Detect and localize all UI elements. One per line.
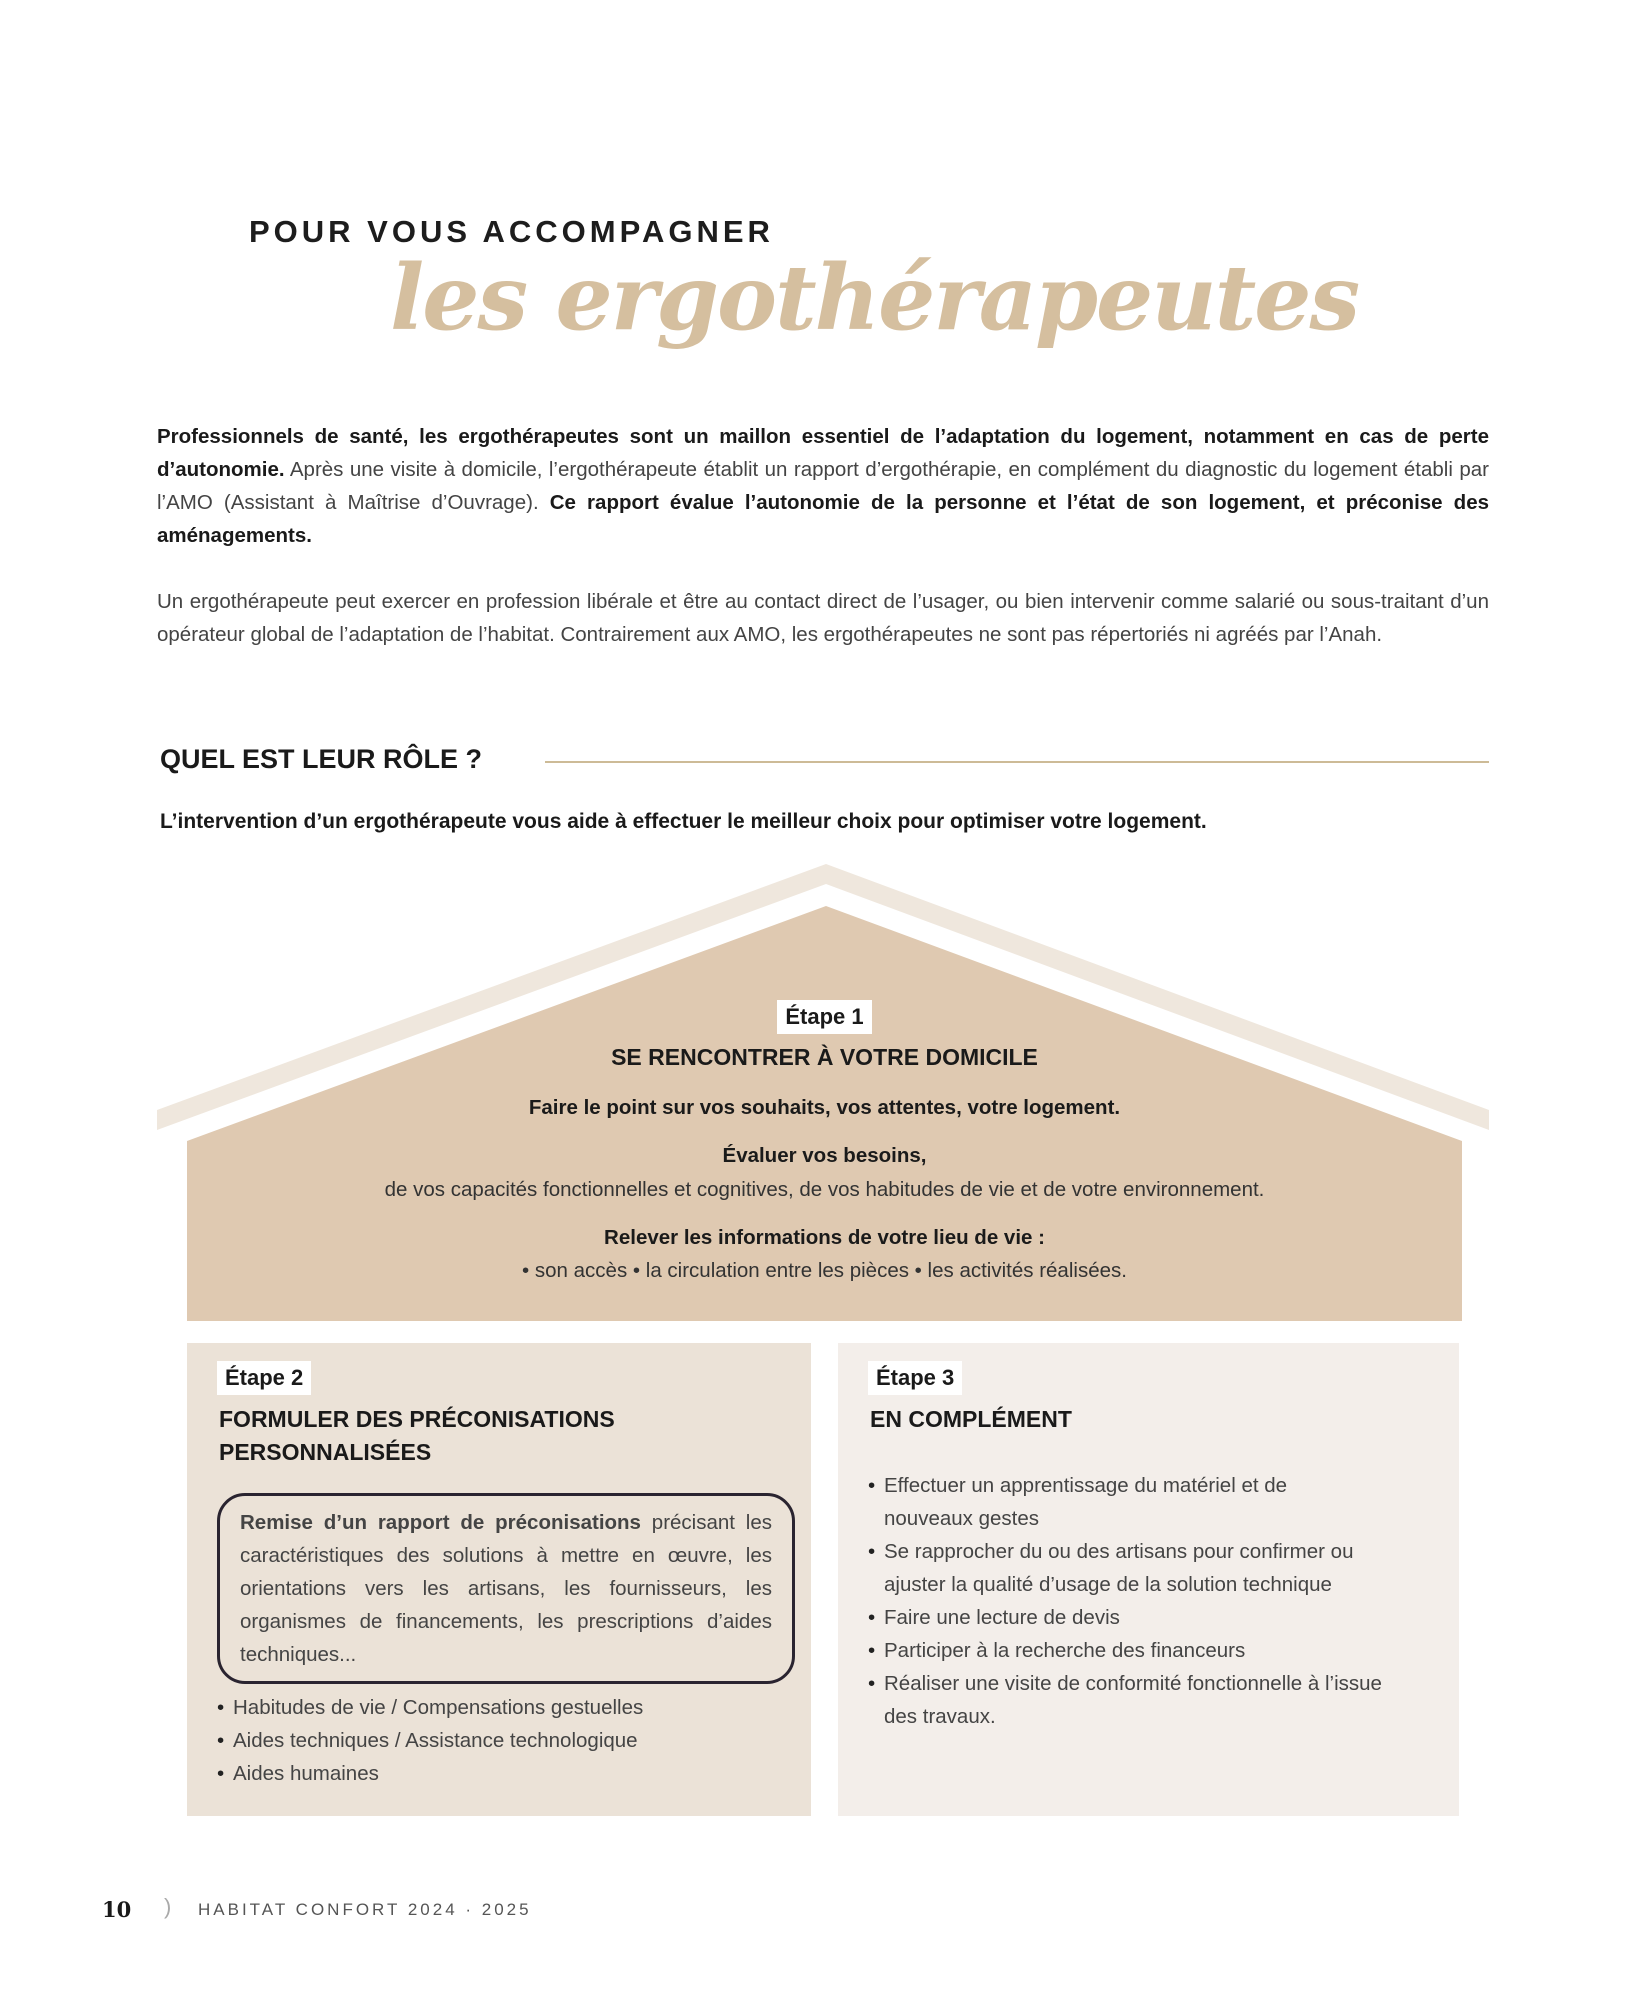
step2-title: FORMULER DES PRÉCONISATIONS PERSONNALISÉES xyxy=(219,1406,615,1465)
footer-separator: ) xyxy=(164,1894,172,1919)
report-text: précisant les caractéristiques des solutions à mettre en œuvre, les orientations vers les artisans, les fournisseurs, les organismes de financements, les prescriptions d’aides techniques... xyxy=(240,1511,772,1666)
step1-line2-text: de vos capacités fonctionnelles et cognitives, de vos habitudes de vie et de votre environnement. xyxy=(384,1178,1265,1201)
step3-tag: Étape 3 xyxy=(868,1361,962,1395)
list-item: • Aides techniques / Assistance technologique xyxy=(217,1724,643,1757)
list-item: • Réaliser une visite de conformité fonctionnelle à l’issue des travaux. xyxy=(868,1667,1414,1733)
step1-line2-bold: Évaluer vos besoins, xyxy=(722,1144,927,1167)
intro-bold-2: Ce rapport évalue l’autonomie de la personne et l’état de son logement, et préconise des aménagements. xyxy=(157,491,1489,547)
role-heading: QUEL EST LEUR RÔLE ? xyxy=(160,744,483,774)
step1-line3-bold: Relever les informations de votre lieu de vie : xyxy=(604,1226,1045,1249)
report-bold: Remise d’un rapport de préconisations xyxy=(240,1511,641,1534)
list-item: • Habitudes de vie / Compensations gestuelles xyxy=(217,1691,643,1724)
list-item: • Aides humaines xyxy=(217,1757,643,1790)
step3-title: EN COMPLÉMENT xyxy=(870,1406,1072,1432)
intro-text: Après une visite à domicile, l’ergothérapeute établit un rapport d’ergothérapie, en complément du diagnostic du logement établi par l’AMO (Assistant à Maîtrise d’Ouvrage). xyxy=(157,458,1489,514)
step3-list xyxy=(868,1469,1398,1733)
page-title: les ergothérapeutes xyxy=(390,245,1359,351)
section-kicker: POUR VOUS ACCOMPAGNER xyxy=(249,214,774,249)
list-item: • Participer à la recherche des financeurs xyxy=(868,1634,1398,1667)
page-number: 10 xyxy=(102,1897,132,1922)
step2-card xyxy=(187,1343,811,1816)
list-item: • Faire une lecture de devis xyxy=(868,1601,1398,1634)
step3-card xyxy=(838,1343,1459,1816)
step1-line1: Faire le point sur vos souhaits, vos attentes, votre logement. xyxy=(528,1096,1121,1119)
role-intro: L’intervention d’un ergothérapeute vous aide à effectuer le meilleur choix pour optimiser votre logement. xyxy=(160,810,1207,833)
step2-list xyxy=(217,1691,643,1790)
step1-tag: Étape 1 xyxy=(777,1000,871,1034)
step2-tag: Étape 2 xyxy=(217,1361,311,1395)
publication-title: HABITAT CONFORT 2024 · 2025 xyxy=(198,1900,532,1919)
list-item: • Effectuer un apprentissage du matériel et de nouveaux gestes xyxy=(868,1469,1314,1535)
intro-bold-1: Professionnels de santé, les ergothérapeutes sont un maillon essentiel de l’adaptation du logement, notamment en cas de perte d’autonomie. xyxy=(157,425,1489,481)
step1-line3-text: • son accès • la circulation entre les pièces • les activités réalisées. xyxy=(522,1259,1127,1282)
intro-paragraph-2: Un ergothérapeute peut exercer en profession libérale et être au contact direct de l’usager, ou bien intervenir comme salarié ou sous-traitant d’un opérateur global de l’adaptation de l’habitat. Contrairement aux AMO, les ergothérapeutes ne sont pas répertoriés ni agréés par l’Anah. xyxy=(157,590,1489,646)
list-item: • Se rapprocher du ou des artisans pour confirmer ou ajuster la qualité d’usage de la solution technique xyxy=(868,1535,1384,1601)
step1-tag-wrap xyxy=(187,1000,1462,1034)
report-callout xyxy=(217,1493,795,1684)
step1-title: SE RENCONTRER À VOTRE DOMICILE xyxy=(611,1044,1038,1070)
